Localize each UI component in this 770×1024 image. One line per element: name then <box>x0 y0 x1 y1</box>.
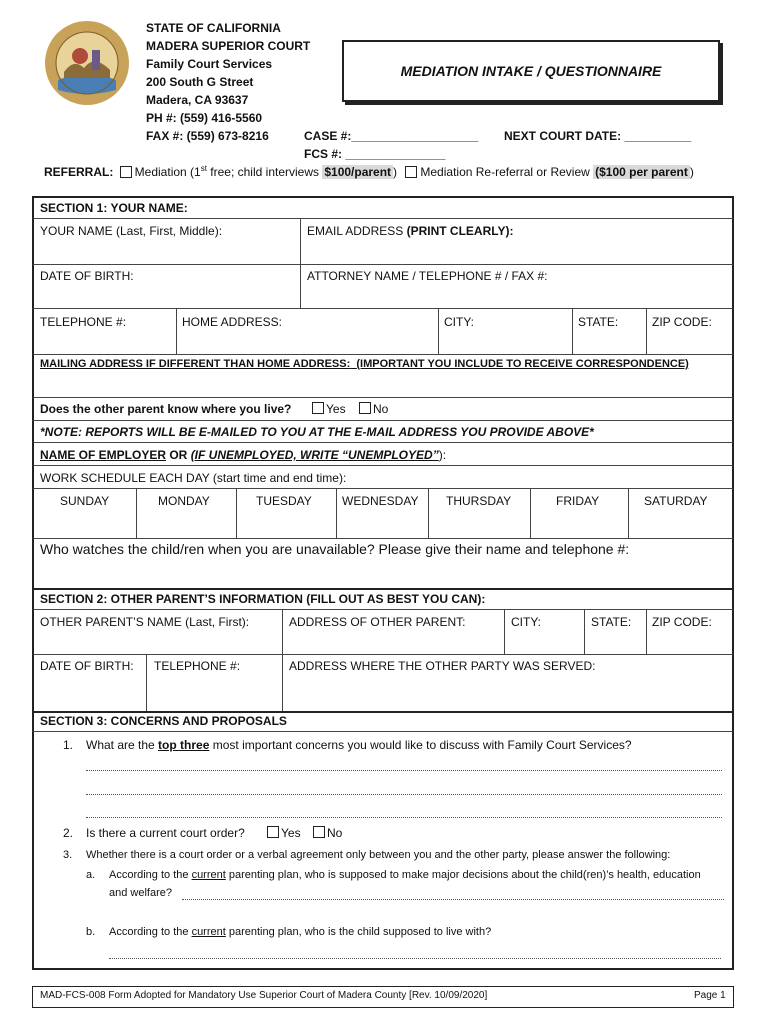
other-parent-city-field[interactable]: CITY: <box>511 615 542 629</box>
section3-heading: SECTION 3: CONCERNS AND PROPOSALS <box>40 714 287 728</box>
qa-letter: a. <box>86 869 96 881</box>
agency-street: 200 South G Street <box>146 75 254 89</box>
court-order-no-checkbox[interactable] <box>313 826 325 838</box>
knows-yes-label: Yes <box>326 402 346 416</box>
q1-answer-line-2[interactable] <box>86 794 722 795</box>
other-parent-telephone-field[interactable]: TELEPHONE #: <box>154 659 241 673</box>
other-parent-know-question: Does the other parent know where you live? <box>40 402 292 416</box>
fcs-number-field[interactable]: FCS #: _______________ <box>304 147 446 161</box>
telephone-field[interactable]: TELEPHONE #: <box>40 315 127 329</box>
re-referral-checkbox[interactable] <box>405 166 417 178</box>
court-order-yes-checkbox[interactable] <box>267 826 279 838</box>
knows-no-checkbox[interactable] <box>359 402 371 414</box>
date-of-birth-field[interactable]: DATE OF BIRTH: <box>40 269 134 283</box>
home-address-field[interactable]: HOME ADDRESS: <box>182 315 283 329</box>
qb-letter: b. <box>86 926 96 938</box>
court-order-no-label: No <box>327 826 343 840</box>
agency-state: STATE OF CALIFORNIA <box>146 21 281 35</box>
mediation-checkbox[interactable] <box>120 166 132 178</box>
court-order-yes-label: Yes <box>281 826 301 840</box>
q3-text: Whether there is a court order or a verbal agreement only between you and the other party, please answer the following: <box>86 849 671 861</box>
other-parent-dob-field[interactable]: DATE OF BIRTH: <box>40 659 134 673</box>
agency-fax: FAX #: (559) 673-8216 <box>146 129 269 143</box>
childcare-field[interactable]: Who watches the child/ren when you are unavailable? Please give their name and telephone #: <box>40 541 630 557</box>
email-note: *NOTE: REPORTS WILL BE E-MAILED TO YOU AT THE E-MAIL ADDRESS YOU PROVIDE ABOVE* <box>40 425 594 439</box>
city-field[interactable]: CITY: <box>444 315 475 329</box>
form-id-footer: MAD-FCS-008 Form Adopted for Mandatory Use Superior Court of Madera County [Rev. 10/09/2020] <box>40 990 488 1001</box>
q1-number: 1. <box>63 738 74 752</box>
page-number: Page 1 <box>694 990 726 1001</box>
case-number-field[interactable]: CASE #:___________________ <box>304 129 479 143</box>
qa-answer-line[interactable] <box>182 899 724 900</box>
served-address-field[interactable]: ADDRESS WHERE THE OTHER PARTY WAS SERVED: <box>289 659 596 673</box>
mediation-option-text: Mediation (1st free; child interviews $100/parent ) <box>134 164 398 179</box>
next-court-date-field[interactable]: NEXT COURT DATE: __________ <box>504 129 692 143</box>
re-referral-option-text: Mediation Re-referral or Review ($100 per parent ) <box>420 165 694 179</box>
qa-text-line2: and welfare? <box>109 887 172 899</box>
referral-label: REFERRAL: <box>44 165 114 179</box>
day-sunday-field[interactable]: SUNDAY <box>60 494 110 508</box>
q2-text: Is there a current court order? <box>86 826 245 840</box>
qa-text: According to the current parenting plan, who is supposed to make major decisions about the child(ren)’s health, education <box>109 869 701 881</box>
qb-answer-line[interactable] <box>109 958 721 959</box>
other-parent-name-field[interactable]: OTHER PARENT’S NAME (Last, First): <box>40 615 250 629</box>
agency-court: MADERA SUPERIOR COURT <box>146 39 311 53</box>
state-field[interactable]: STATE: <box>578 315 619 329</box>
form-title: MEDIATION INTAKE / QUESTIONNAIRE <box>400 63 662 79</box>
employer-field[interactable]: NAME OF EMPLOYER OR (IF UNEMPLOYED, WRITE “UNEMPLOYED”): <box>40 448 447 462</box>
agency-division: Family Court Services <box>146 57 273 71</box>
q3-number: 3. <box>63 849 73 861</box>
day-tuesday-field[interactable]: TUESDAY <box>256 494 312 508</box>
section1-heading: SECTION 1: YOUR NAME: <box>40 201 188 215</box>
day-monday-field[interactable]: MONDAY <box>158 494 210 508</box>
agency-phone: PH #: (559) 416-5560 <box>146 111 263 125</box>
form-title-box <box>342 40 720 102</box>
other-parent-state-field[interactable]: STATE: <box>591 615 632 629</box>
q1-answer-line-3[interactable] <box>86 817 722 818</box>
day-thursday-field[interactable]: THURSDAY <box>446 494 512 508</box>
q2-number: 2. <box>63 826 74 840</box>
agency-city: Madera, CA 93637 <box>146 93 249 107</box>
day-friday-field[interactable]: FRIDAY <box>556 494 600 508</box>
referral-row <box>44 164 744 179</box>
other-parent-address-field[interactable]: ADDRESS OF OTHER PARENT: <box>289 615 466 629</box>
qb-text: According to the current parenting plan, who is the child supposed to live with? <box>109 926 492 938</box>
section2-heading: SECTION 2: OTHER PARENT’S INFORMATION (FILL OUT AS BEST YOU CAN): <box>40 592 486 606</box>
your-name-field[interactable]: YOUR NAME (Last, First, Middle): <box>40 224 223 238</box>
q1-text: What are the top three most important concerns you would like to discuss with Family Court Services? <box>86 738 632 752</box>
attorney-field[interactable]: ATTORNEY NAME / TELEPHONE # / FAX #: <box>307 269 548 283</box>
mailing-address-field[interactable]: MAILING ADDRESS IF DIFFERENT THAN HOME ADDRESS: (IMPORTANT YOU INCLUDE TO RECEIVE CORRESPONDENCE) <box>40 358 689 370</box>
state-seal-image <box>44 20 130 106</box>
work-schedule-label: WORK SCHEDULE EACH DAY (start time and end time): <box>40 471 347 485</box>
knows-no-label: No <box>373 402 389 416</box>
q1-answer-line-1[interactable] <box>86 770 722 771</box>
day-wednesday-field[interactable]: WEDNESDAY <box>342 494 419 508</box>
email-field[interactable]: EMAIL ADDRESS (PRINT CLEARLY): <box>307 224 514 238</box>
day-saturday-field[interactable]: SATURDAY <box>644 494 708 508</box>
zip-code-field[interactable]: ZIP CODE: <box>652 315 712 329</box>
other-parent-zip-field[interactable]: ZIP CODE: <box>652 615 712 629</box>
knows-yes-checkbox[interactable] <box>312 402 324 414</box>
